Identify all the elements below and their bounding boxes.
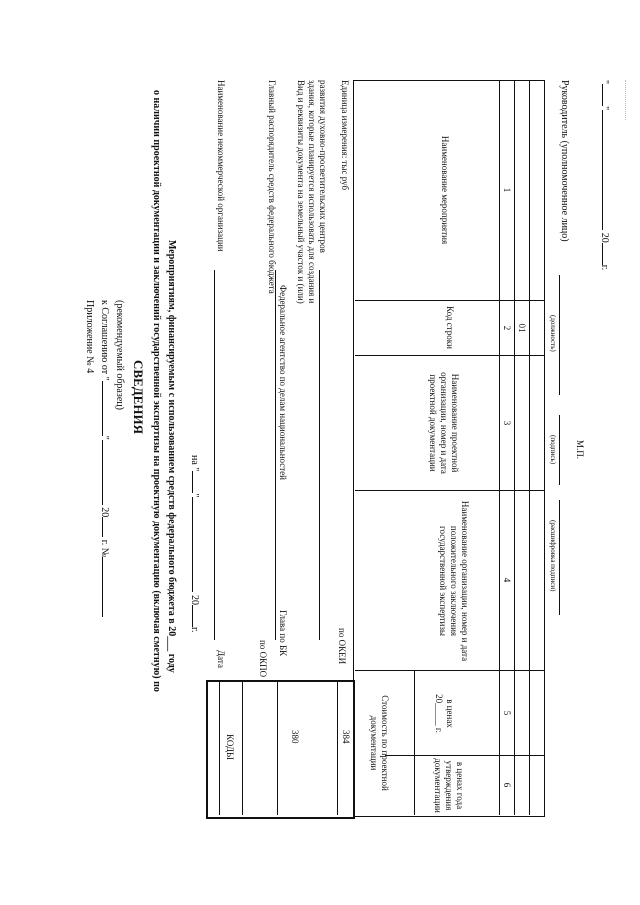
col-header-project: Наименование проектной организации, номер и дата проектной документации [428,372,460,474]
codes-divider-0 [219,680,220,815]
org-label: Наименование некоммерческой организации [216,80,226,252]
table-col-divider-5 [385,755,545,756]
decode-caption: (расшифровка подписи) [549,520,557,592]
gr-label: Главный распорядитель средств федерального бюджета [267,80,277,294]
appendix-agreement: к Соглашению от "" 20 г. № [99,300,110,617]
col-header-cost: Стоимость по проектной документации [369,695,390,791]
decode-line [559,500,560,615]
table-col-divider-1 [355,300,545,301]
form-title-line2: Мероприятиям, финансируемым с использованием средств федерального бюджета в 20___ году [166,240,177,673]
form-heading: СВЕДЕНИЯ [131,360,146,434]
appendix-note: (рекомендуемый образец) [114,300,125,410]
signature-date: "" 20г. [599,80,610,271]
doc-label-2: здания, которые планируется использовать для создания и [307,80,317,304]
code-value-okei: 384 [341,730,351,744]
col-num-6: 6 [502,782,512,788]
codes-divider-3 [337,680,338,815]
sign-caption: (подпись) [549,435,557,465]
table-col-divider-2 [355,355,545,356]
doc-label-3: развития духовно-просветительских центров [318,80,328,253]
org-value-line [214,270,215,640]
col-header-name: Наименование мероприятия [440,135,450,245]
position-caption: (должность) [549,315,557,352]
code-value-bk: 380 [290,730,300,744]
stamp-mp: М.П. [575,440,585,460]
sign-line [559,415,560,485]
codes-divider-2 [277,680,278,815]
col-num-4: 4 [502,577,512,583]
form-title-line1: о наличии проектной документации и заключений государственной экспертизы на проектную документацию (включая сметную) по [151,90,162,692]
col-header-code: Код строки [445,306,455,349]
doc-value-line [319,270,320,640]
gr-value-line [275,270,276,640]
table-header-bottom [499,80,500,815]
appendix-title: Приложение № 4 [84,300,95,374]
col-num-3: 3 [502,420,512,426]
code-label-okpo: по ОКПО [258,640,268,678]
code-label-date: Дата [216,650,226,668]
table-cost-divider [414,670,415,815]
table-nums-bottom [514,80,515,815]
codes-divider-1 [242,680,243,815]
head-label: Руководитель (уполномоченное лицо) [559,80,570,242]
col-num-5: 5 [502,710,512,716]
as-of-date: на "" 20г. [189,455,200,633]
col-num-2: 2 [502,325,512,331]
col-header-expertise: Наименование организации, номер и дата положительного заключения государственной экспертизы [438,500,470,662]
col-header-prices: в ценах 20_____ г. [434,694,455,733]
table-col-divider-3 [355,490,545,491]
doc-label-1: Вид и реквизиты документа на земельный участок и (или) [296,80,306,304]
position-line [559,275,560,395]
codes-header: КОДЫ [225,734,235,760]
code-label-okei: по ОКЕИ [337,628,347,665]
table-col-divider-4 [355,670,545,671]
unit-label: Единица измерения: тыс руб [340,80,350,191]
gr-value: Федеральное агентство по делам национальностей [278,285,288,480]
code-label-bk: Глава по БК [278,610,288,657]
col-header-approval-prices: в ценах года утверждения документации [433,758,465,813]
table-row1-bottom [529,80,530,815]
col-num-1: 1 [502,187,512,193]
row-code-01: 01 [517,323,527,333]
